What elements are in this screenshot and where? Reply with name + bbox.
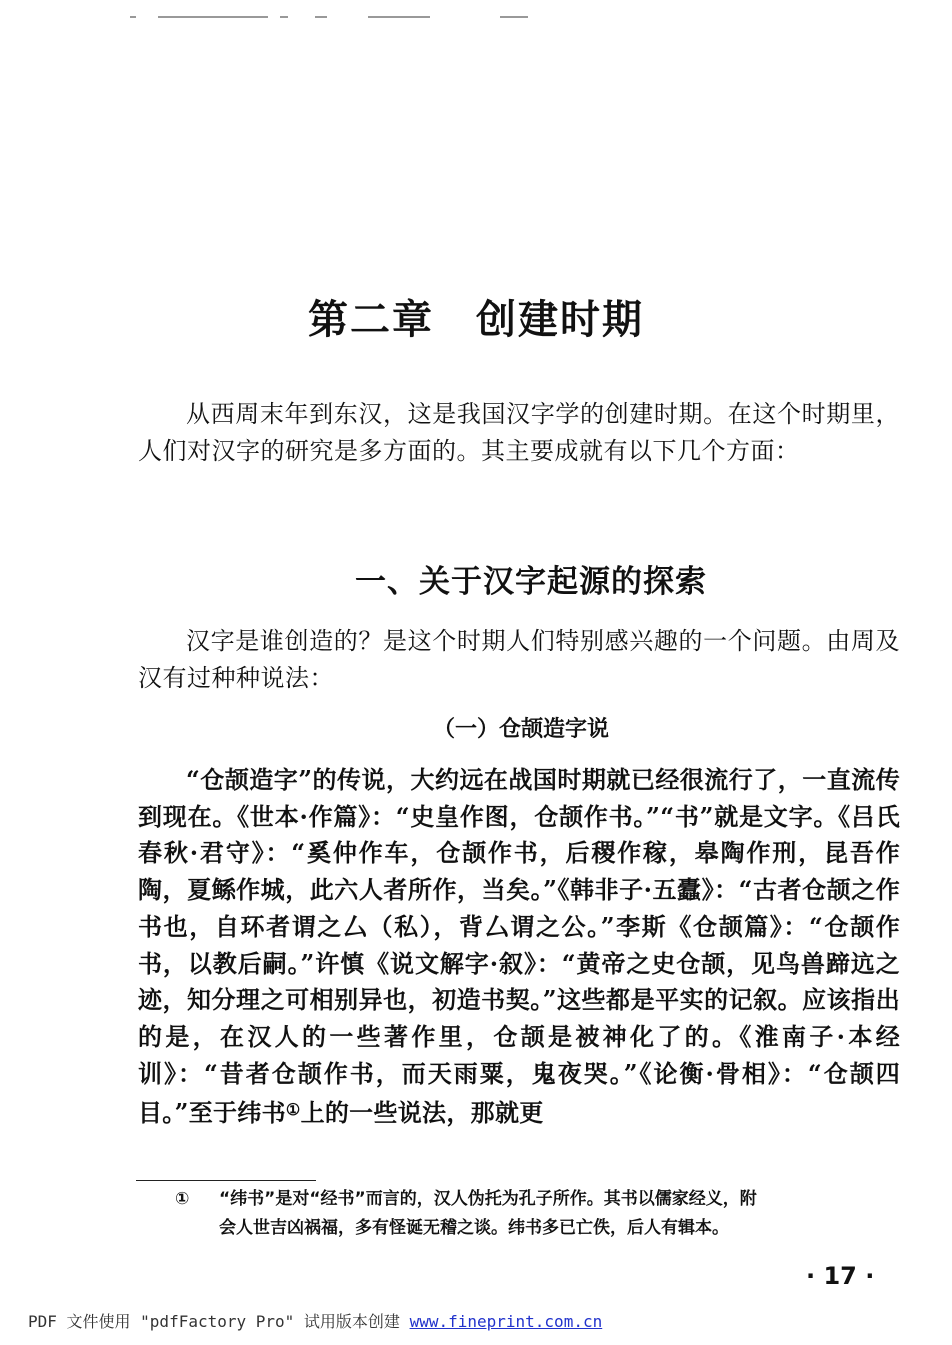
footnote-divider (136, 1180, 316, 1181)
body-text: “仓颉造字”的传说，大约远在战国时期就已经很流行了，一直流传到现在。《世本·作篇》：“史皇作图，仓颉作书。”“书”就是文字。《吕氏春秋·君守》：“奚仲作车，仓颉作书，后稷作稼，皋陶作刑，昆吾作陶，夏鲧作城，此六人者所作，当矣。”《韩非子·五蠹》：“古者仓颉之作书也，自环者谓之厶（私），背厶谓之公。”李斯《仓颉篇》：“仓颉作书，以教后嗣。”许慎《说文解字·叙》：“黄帝之史仓颉，见鸟兽蹄迒之迹，知分理之可相别异也，初造书契。”这些都是平实的记叙。应该指出的是，在汉人的一些著作里，仓颉是被神化了的。《淮南子·本经训》：“昔者仓颉作书，而天雨粟，鬼夜哭。”《论衡·骨相》：“仓颉四目。”至于纬书 (138, 765, 900, 1128)
footnote-reference: ① (285, 1100, 301, 1120)
footnote-line-1: “纬书”是对“经书”而言的，汉人伪托为孔子所作。其书以儒家经义，附 (219, 1189, 757, 1209)
footnote-line-2: 会人世吉凶祸福，多有怪诞无稽之谈。纬书多已亡佚，后人有辑本。 (219, 1218, 729, 1238)
chapter-intro-paragraph: 从西周末年到东汉，这是我国汉字学的创建时期。在这个时期里，人们对汉字的研究是多方面的。其主要成就有以下几个方面： (138, 400, 900, 465)
pdf-watermark (28, 1309, 602, 1332)
footnote-mark: ① (175, 1189, 190, 1209)
watermark-text: PDF 文件使用 "pdfFactory Pro" 试用版本创建 (28, 1312, 410, 1331)
section-heading: 一、关于汉字起源的探索 (355, 564, 707, 600)
subsection-body-paragraph (138, 762, 900, 1132)
subsection-heading: （一）仓颉造字说 (432, 717, 609, 742)
watermark-link[interactable]: www.fineprint.com.cn (409, 1312, 603, 1331)
footnote (175, 1185, 903, 1243)
scan-artifact-header (130, 16, 530, 26)
body-text-continued: 上的一些说法，那就更 (300, 1098, 544, 1128)
chapter-title: 第二章 创建时期 (308, 297, 644, 343)
section-intro-paragraph: 汉字是谁创造的？是这个时期人们特别感兴趣的一个问题。由周及汉有过种种说法： (138, 627, 900, 692)
page-number: · 17 · (806, 1262, 875, 1290)
